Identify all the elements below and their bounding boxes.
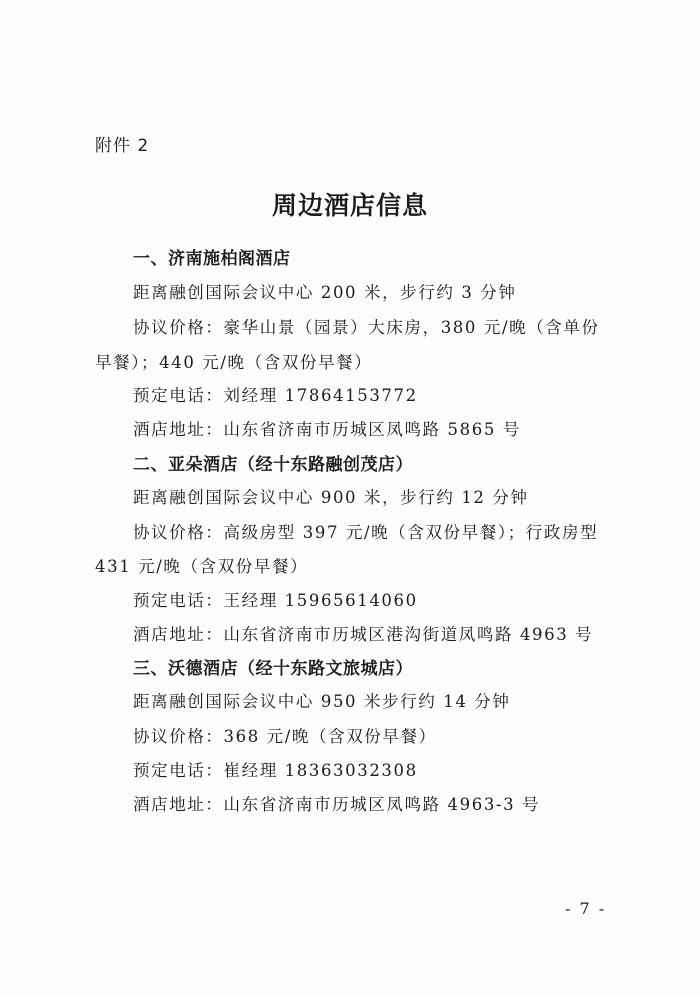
hotel-3-distance: 距离融创国际会议中心 950 米步行约 14 分钟	[133, 692, 511, 711]
hotel-2-distance: 距离融创国际会议中心 900 米，步行约 12 分钟	[133, 488, 529, 507]
hotel-3-heading: 三、沃德酒店（经十东路文旅城店）	[133, 659, 413, 679]
hotel-2-heading: 二、亚朵酒店（经十东路融创茂店）	[133, 455, 413, 475]
page-number: - 7 -	[565, 899, 607, 918]
hotel-2-price-line-2: 431 元/晚（含双份早餐）	[95, 557, 309, 576]
hotel-2-price-line-1: 协议价格：高级房型 397 元/晚（含双份早餐）；行政房型	[133, 523, 599, 542]
hotel-3-address: 酒店地址：山东省济南市历城区凤鸣路 4963-3 号	[133, 795, 541, 814]
hotel-1-heading: 一、济南施柏阁酒店	[133, 249, 291, 269]
hotel-1-price-line-2: 早餐）；440 元/晚（含双份早餐）	[95, 353, 373, 372]
attachment-label: 附件 2	[95, 136, 150, 156]
hotel-1-phone: 预定电话：刘经理 17864153772	[133, 386, 418, 405]
page-title: 周边酒店信息	[271, 191, 428, 220]
hotel-1-address: 酒店地址：山东省济南市历城区凤鸣路 5865 号	[133, 420, 521, 439]
hotel-1-distance: 距离融创国际会议中心 200 米，步行约 3 分钟	[133, 283, 517, 302]
hotel-3-price-line-1: 协议价格：368 元/晚（含双份早餐）	[133, 727, 437, 746]
hotel-1-price-line-1: 协议价格：豪华山景（园景）大床房，380 元/晚（含单份	[133, 318, 600, 337]
hotel-2-phone: 预定电话：王经理 15965614060	[133, 591, 418, 610]
hotel-3-phone: 预定电话：崔经理 18363032308	[133, 761, 418, 780]
hotel-2-address: 酒店地址：山东省济南市历城区港沟街道凤鸣路 4963 号	[133, 625, 594, 644]
